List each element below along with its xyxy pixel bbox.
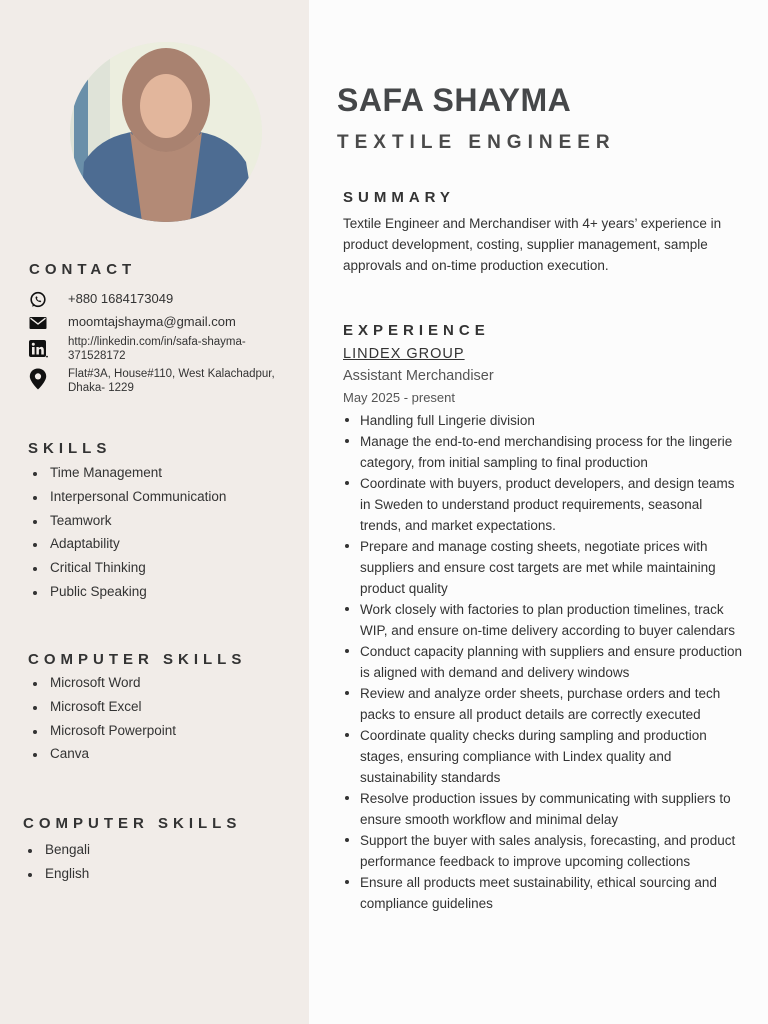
job-role-title: TEXTILE ENGINEER bbox=[337, 132, 616, 153]
summary-text: Textile Engineer and Merchandiser with 4+ years’ experience in product development, costing, supplier management, sample approvals and on-time production execution. bbox=[343, 216, 722, 273]
experience-bullet: Coordinate with buyers, product developers, and design teams in Sweden to understand product requirements, seasonal trends, and market expectations. bbox=[343, 473, 745, 536]
skills-heading: SKILLS bbox=[28, 440, 112, 457]
skill-item: Time Management bbox=[28, 463, 298, 487]
computer-skills-heading: COMPUTER SKILLS bbox=[28, 651, 247, 668]
linkedin-icon bbox=[28, 339, 48, 359]
company-name: LINDEX GROUP bbox=[343, 346, 465, 362]
experience-bullet: Coordinate quality checks during sampling and production stages, ensuring compliance with Lindex quality and sustainability standards bbox=[343, 725, 745, 788]
skill-item: Interpersonal Communication bbox=[28, 487, 298, 511]
candidate-name: SAFA SHAYMA bbox=[337, 82, 572, 118]
language-item: English bbox=[23, 864, 293, 888]
experience-bullet: Conduct capacity planning with suppliers and ensure production is aligned with demand and delivery windows bbox=[343, 641, 745, 683]
contact-email bbox=[28, 314, 298, 332]
linkedin-url[interactable]: http://linkedin.com/in/safa-shayma-371528172 bbox=[68, 336, 246, 362]
mail-icon bbox=[28, 313, 48, 333]
experience-bullet: Manage the end-to-end merchandising process for the lingerie category, from initial sampling to final production bbox=[343, 431, 745, 473]
skill-item: Public Speaking bbox=[28, 582, 298, 606]
computer-skill-item: Canva bbox=[28, 744, 298, 768]
skills-list bbox=[28, 463, 298, 606]
experience-bullet: Work closely with factories to plan production timelines, track WIP, and ensure on-time delivery according to buyer calendars bbox=[343, 599, 745, 641]
address: Flat#3A, House#110, West Kalachadpur, Dhaka- 1229 bbox=[68, 368, 275, 394]
contact-phone bbox=[28, 291, 298, 309]
experience-bullet: Review and analyze order sheets, purchase orders and tech packs to ensure all product details are correctly executed bbox=[343, 683, 745, 725]
contact-linkedin bbox=[28, 335, 298, 365]
location-pin-icon bbox=[28, 368, 48, 388]
summary-heading: SUMMARY bbox=[343, 189, 455, 206]
whatsapp-icon bbox=[28, 290, 48, 310]
computer-skill-item: Microsoft Excel bbox=[28, 697, 298, 721]
experience-bullet: Prepare and manage costing sheets, negotiate prices with suppliers and ensure cost targets are met while maintaining product quality bbox=[343, 536, 745, 599]
languages-heading: COMPUTER SKILLS bbox=[23, 815, 242, 832]
phone-number[interactable]: +880 1684173049 bbox=[68, 291, 174, 306]
profile-photo bbox=[70, 42, 262, 222]
computer-skills-list bbox=[28, 673, 298, 768]
job-position: Assistant Merchandiser bbox=[343, 368, 494, 384]
experience-bullets bbox=[343, 410, 745, 914]
skill-item: Teamwork bbox=[28, 511, 298, 535]
experience-bullet: Ensure all products meet sustainability, ethical sourcing and compliance guidelines bbox=[343, 872, 745, 914]
experience-heading: EXPERIENCE bbox=[343, 322, 490, 339]
experience-bullet: Support the buyer with sales analysis, forecasting, and product performance feedback to improve upcoming collections bbox=[343, 830, 745, 872]
computer-skill-item: Microsoft Powerpoint bbox=[28, 721, 298, 745]
language-item: Bengali bbox=[23, 840, 293, 864]
contact-address bbox=[28, 367, 298, 397]
skill-item: Critical Thinking bbox=[28, 558, 298, 582]
skill-item: Adaptability bbox=[28, 534, 298, 558]
experience-bullet: Handling full Lingerie division bbox=[343, 410, 745, 431]
languages-list bbox=[23, 840, 293, 888]
job-dates: May 2025 - present bbox=[343, 390, 456, 405]
email-address[interactable]: moomtajshayma@gmail.com bbox=[68, 314, 236, 329]
experience-bullet: Resolve production issues by communicating with suppliers to ensure smooth workflow and minimal delay bbox=[343, 788, 745, 830]
computer-skill-item: Microsoft Word bbox=[28, 673, 298, 697]
contact-heading: CONTACT bbox=[29, 261, 137, 278]
